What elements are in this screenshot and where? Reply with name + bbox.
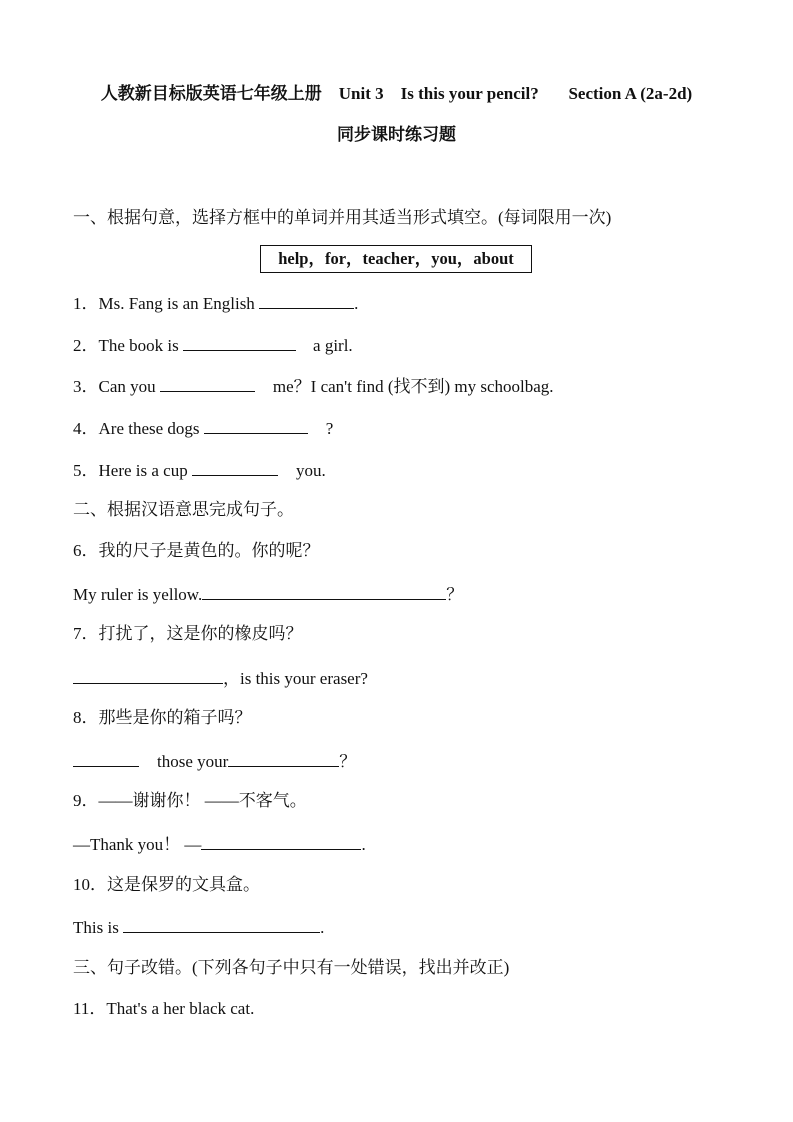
answer-blank-3[interactable] [160,374,255,392]
question-10-end: . [320,918,325,937]
question-8-chinese: 8．那些是你的箱子吗？ [73,708,252,727]
question-9-text: —Thank you！ — [73,835,202,854]
question-4 [73,416,333,440]
question-10-text: This is [73,918,124,937]
question-1 [73,291,358,315]
answer-blank-4[interactable] [204,416,308,434]
question-2-end: a girl. [313,336,353,355]
section2-heading: 二、根据汉语意思完成句子。 [73,500,294,519]
question-11: 11．That's a her black cat. [73,999,255,1018]
document-subtitle: 同步课时练习题 [337,125,456,144]
question-3-text: 3．Can you [73,377,160,396]
question-8 [73,749,356,773]
question-9-end: . [361,835,366,854]
question-5-end: you. [295,461,326,480]
question-4-text: 4．Are these dogs [73,419,204,438]
question-5-text: 5．Here is a cup [73,461,192,480]
question-1-text: 1．Ms. Fang is an English [73,294,260,313]
question-6-end: ？ [446,585,464,604]
question-2-text: 2．The book is [73,336,184,355]
question-7 [73,666,368,690]
question-3 [73,374,554,398]
answer-blank-10[interactable] [123,915,320,933]
question-7-end: ，is this your eraser? [223,669,368,688]
answer-blank-2[interactable] [183,333,296,351]
question-9-chinese: 9．——谢谢你！ ——不客气。 [73,791,307,810]
question-8-end: ？ [339,752,357,771]
question-8-text: those your [157,752,229,771]
answer-blank-9[interactable] [201,832,361,850]
question-10 [73,915,324,939]
question-9 [73,832,366,856]
answer-blank-1[interactable] [259,291,354,309]
question-4-end: ? [325,419,334,438]
question-2 [73,333,353,357]
question-5 [73,458,326,482]
word-box: help，for，teacher，you，about [260,245,532,273]
section3-heading: 三、句子改错。(下列各句子中只有一处错误，找出并改正) [73,958,510,977]
question-6-text: My ruler is yellow. [73,585,203,604]
question-1-end: . [354,294,359,313]
section1-heading: 一、根据句意，选择方框中的单词并用其适当形式填空。(每词限用一次) [73,208,612,227]
question-3-end: me？I can't find (找不到) my schoolbag. [272,377,554,396]
answer-blank-8a[interactable] [73,749,139,767]
answer-blank-8b[interactable] [228,749,339,767]
question-10-chinese: 10．这是保罗的文具盒。 [73,875,260,894]
document-title: 人教新目标版英语七年级上册 Unit 3 Is this your pencil? Section A (2a-2d) [100,84,693,103]
question-6-chinese: 6．我的尺子是黄色的。你的呢？ [73,541,320,560]
answer-blank-7[interactable] [73,666,223,684]
answer-blank-6[interactable] [202,582,446,600]
question-7-chinese: 7．打扰了，这是你的橡皮吗？ [73,624,303,643]
answer-blank-5[interactable] [192,458,278,476]
question-6 [73,582,463,606]
